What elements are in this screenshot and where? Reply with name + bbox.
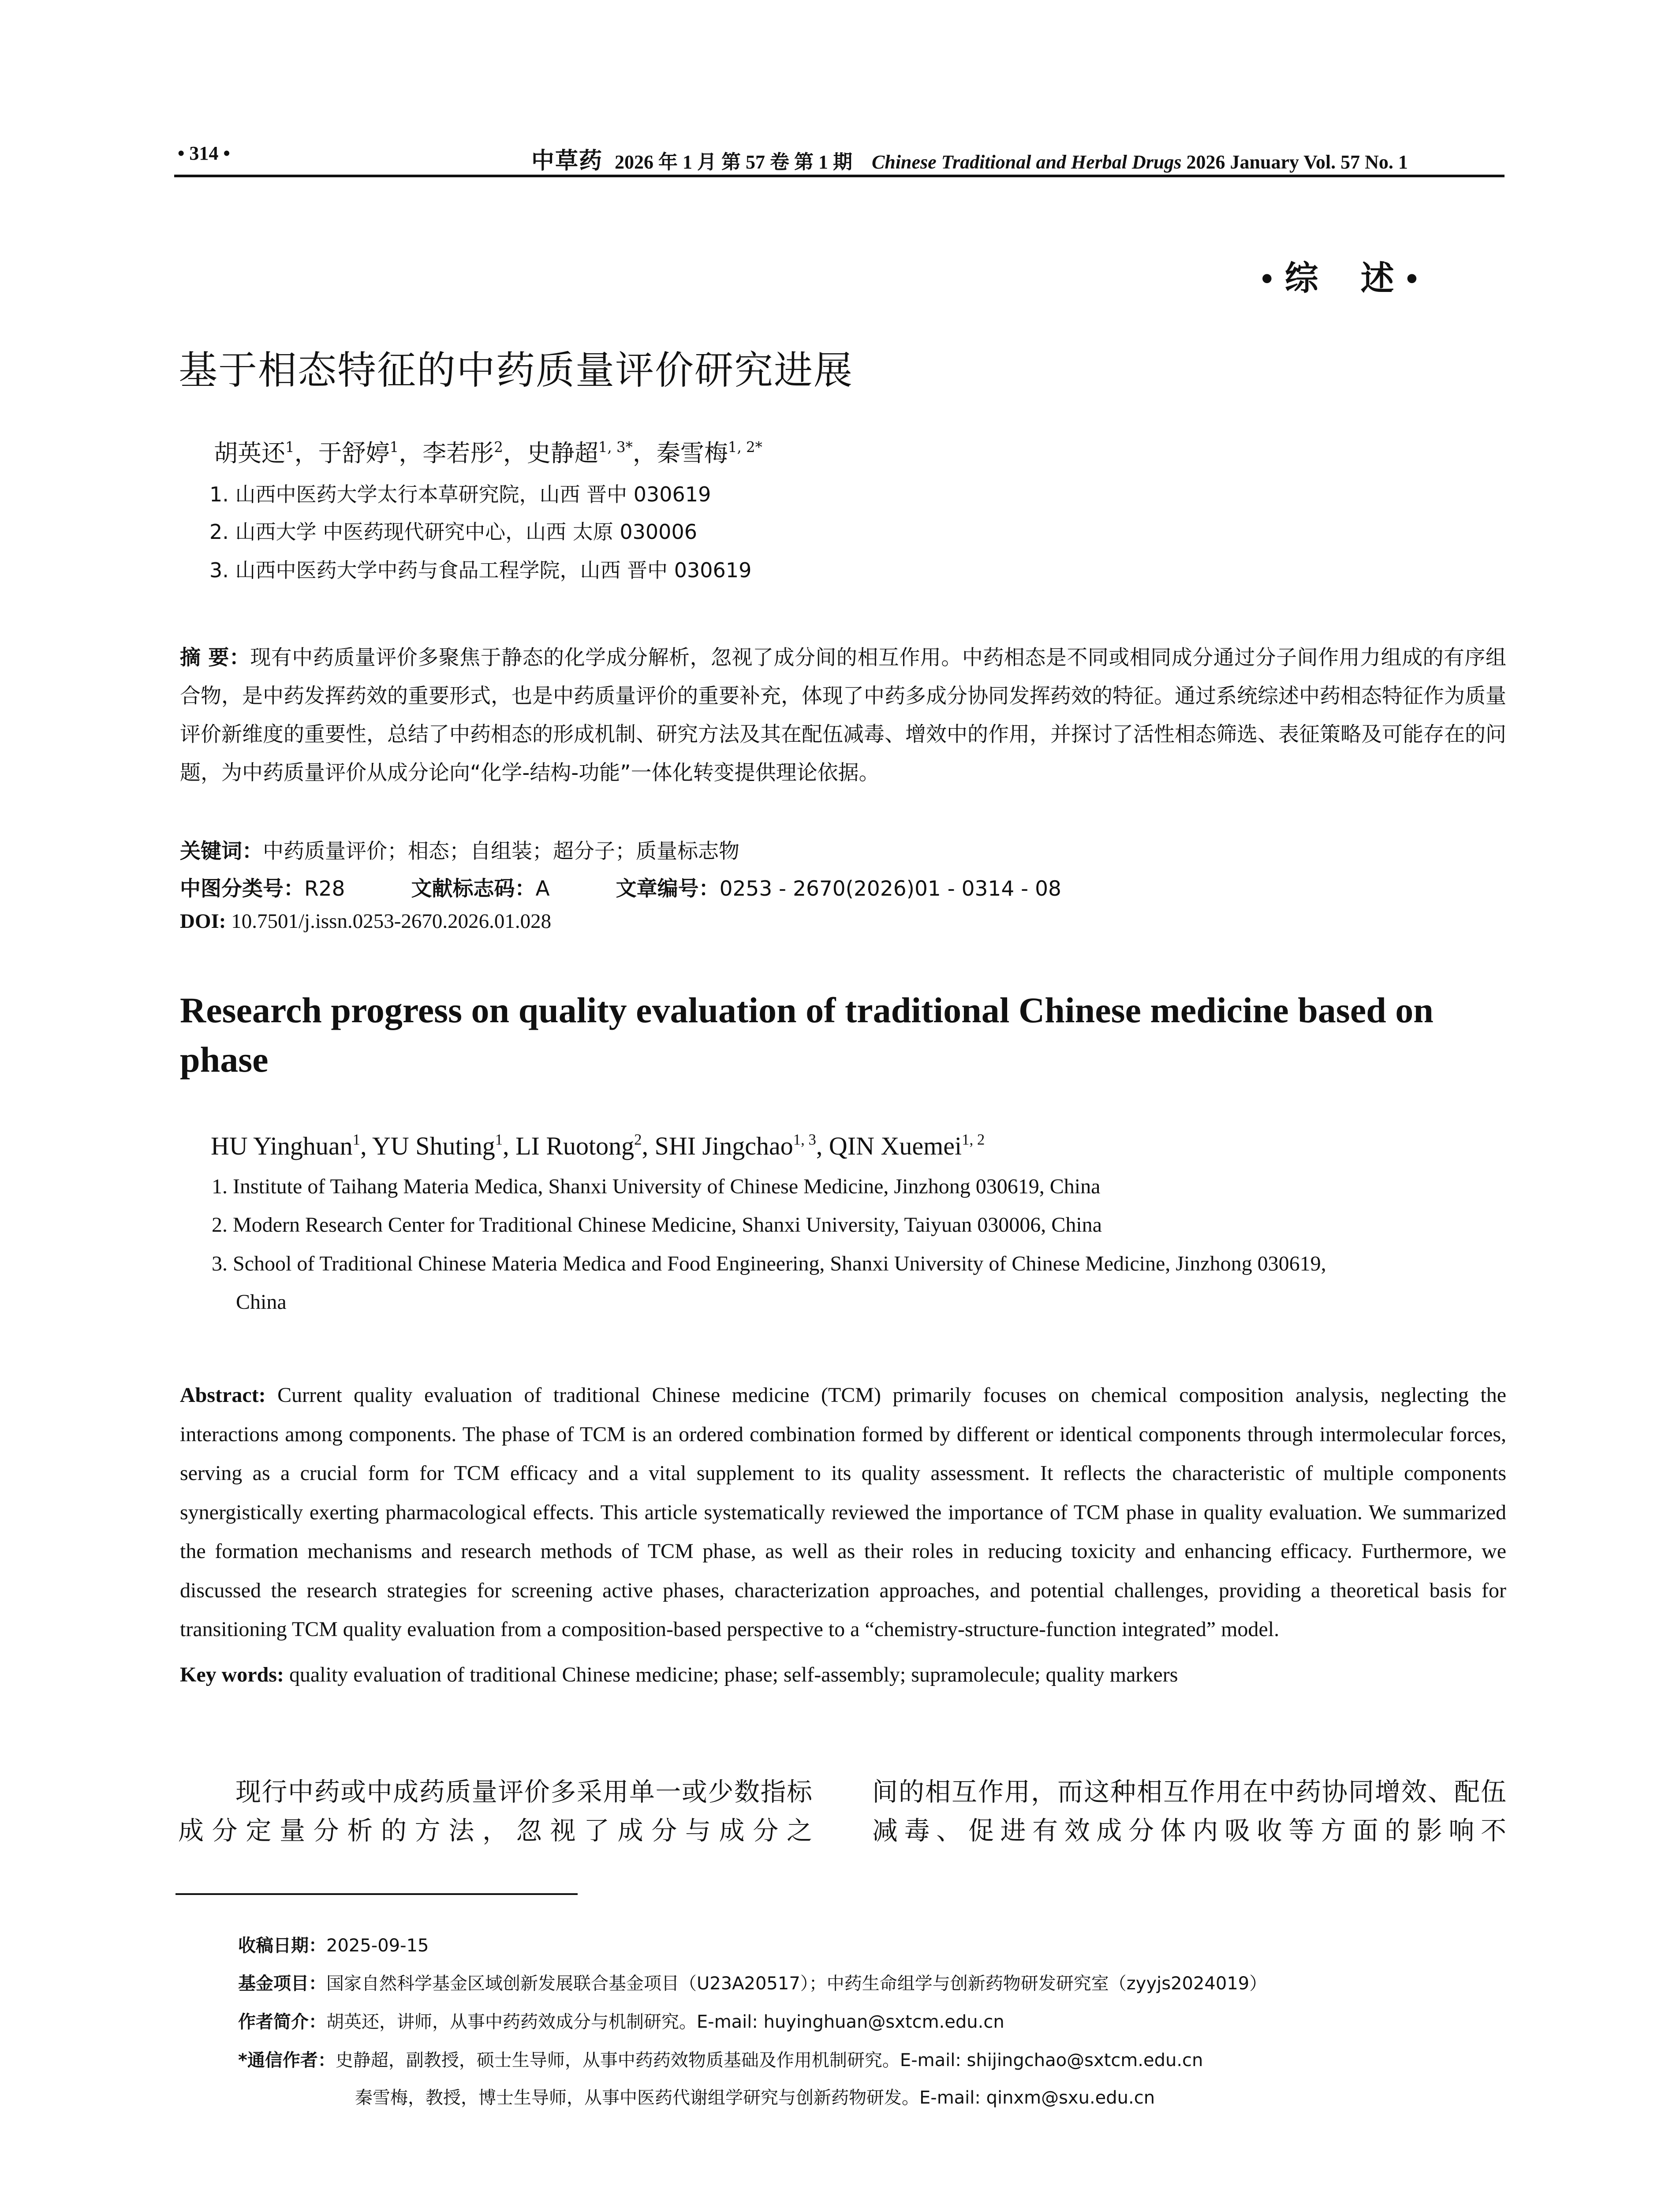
doi-label: DOI:	[180, 910, 226, 933]
journal-citation	[531, 142, 1408, 175]
body-column-right: 间的相互作用，而这种相互作用在中药协同增效、配伍减毒、促进有效成分体内吸收等方面的影响不	[872, 1778, 1506, 1845]
en-author-name: LI Ruotong	[515, 1132, 635, 1160]
clc-value: R28	[304, 877, 345, 901]
keywords-en	[180, 1663, 1506, 1687]
en-author	[515, 1132, 642, 1160]
corresponding-line-2: 秦雪梅，教授，博士生导师，从事中医药代谢组学研究与创新药物研发。E-mail: qinxm@sxu.edu.cn	[355, 2088, 1155, 2108]
keywords-en-label: Key words:	[180, 1663, 284, 1686]
cn-author	[657, 439, 762, 467]
received-value: 2025-09-15	[326, 1936, 429, 1956]
en-author-affiliation-mark: 1, 2	[962, 1131, 985, 1148]
issue-cn: 2026 年 1 月 第 57 卷 第 1 期	[615, 151, 853, 173]
doi-row	[180, 909, 551, 933]
en-author-affiliation-mark: 1, 3	[793, 1131, 816, 1148]
abstract-en-text: Current quality evaluation of traditional Chinese medicine (TCM) primarily focuses on chemical composition analysis, neglecting the interactions among components. The phase of TCM is an ordered combination formed by different or identical components through intermolecular forces, serving as a crucial form for TCM efficacy and a vital supplement to its quality assessment. It reflects the characteristic of multiple components synergistically exerting pharmacological effects. This article systematically reviewed the importance of TCM phase in quality evaluation. We summarized the formation mechanisms and research methods of TCM phase, as well as their roles in reducing toxicity and enhancing efficacy. Furthermore, we discussed the research strategies for screening active phases, characterization approaches, and potential challenges, providing a theoretical basis for transitioning TCM quality evaluation from a composition-based perspective to a “chemistry-structure-function integrated” model.	[180, 1383, 1506, 1641]
doi-value[interactable]: 10.7501/j.issn.0253-2670.2026.01.028	[231, 910, 552, 933]
title-en: Research progress on quality evaluation of traditional Chinese medicine based on phase	[180, 990, 1434, 1080]
en-author	[211, 1132, 360, 1160]
page-number: • 314 •	[178, 142, 230, 164]
en-author-name: HU Yinghuan	[211, 1132, 353, 1160]
cn-author-separator: ，	[503, 439, 527, 467]
cn-author-name: 李若彤	[422, 439, 494, 467]
en-author-separator: ,	[360, 1132, 372, 1160]
cn-author-separator: ，	[632, 439, 657, 467]
cn-author-affiliation-mark: 1, 2*	[728, 438, 762, 456]
keywords-cn-label: 关键词：	[180, 839, 263, 863]
cn-author	[527, 439, 633, 467]
funding-value: 国家自然科学基金区域创新发展联合基金项目（U23A20517）；中药生命组学与创新药物研发研究室（zyyjs2024019）	[326, 1973, 1267, 1994]
abstract-cn-label: 摘 要：	[180, 646, 250, 670]
section-label: • 综 述 •	[1261, 260, 1420, 297]
footnote-received	[238, 1932, 429, 1957]
keywords-en-text: quality evaluation of traditional Chinese medicine; phase; self-assembly; supramolecule; quality markers	[289, 1663, 1178, 1686]
running-head	[174, 142, 1505, 174]
cn-author	[318, 439, 399, 467]
affiliation-cn-1: 1. 山西中医药大学太行本草研究院，山西 晋中 030619	[209, 482, 711, 506]
footnote-corresponding	[238, 2046, 1203, 2071]
header-rule	[174, 175, 1505, 177]
abstract-cn-text: 现有中药质量评价多聚焦于静态的化学成分解析，忽视了成分间的相互作用。中药相态是不同或相同成分通过分子间作用力组成的有序组合物，是中药发挥药效的重要形式，也是中药质量评价的重要补充，体现了中药多成分协同发挥药效的特征。通过系统综述中药相态特征作为质量评价新维度的重要性，总结了中药相态的形成机制、研究方法及其在配伍减毒、增效中的作用，并探讨了活性相态筛选、表征策略及可能存在的问题，为中药质量评价从成分论向“化学-结构-功能”一体化转变提供理论依据。	[180, 646, 1506, 785]
affiliation-en-1: 1. Institute of Taihang Materia Medica, Shanxi University of Chinese Medicine, Jinzhong 030619, China	[212, 1175, 1101, 1198]
en-author-affiliation-mark: 1	[352, 1131, 361, 1148]
affiliation-en-3: 3. School of Traditional Chinese Materia Medica and Food Engineering, Shanxi University of Chinese Medicine, Jinzhong 030619,	[212, 1252, 1326, 1275]
cn-author-separator: ，	[294, 439, 318, 467]
en-author	[372, 1132, 503, 1160]
en-author	[829, 1132, 985, 1160]
doc-code-value: A	[535, 877, 550, 901]
keywords-cn	[180, 835, 739, 864]
en-author-separator: ,	[816, 1132, 829, 1160]
doc-code-label: 文献标志码：	[411, 877, 536, 901]
cn-author-affiliation-mark: 1, 3*	[598, 438, 633, 456]
cn-author-affiliation-mark: 1	[389, 438, 399, 456]
cn-author-affiliation-mark: 2	[494, 438, 503, 456]
article-no-value: 0253 - 2670(2026)01 - 0314 - 08	[719, 877, 1061, 901]
en-author-name: QIN Xuemei	[829, 1132, 962, 1160]
footnote-author-bio	[238, 2008, 1004, 2033]
journal-name-en: Chinese Traditional and Herbal Drugs	[872, 151, 1182, 173]
keywords-cn-text: 中药质量评价；相态；自组装；超分子；质量标志物	[263, 839, 739, 863]
cn-author-name: 史静超	[526, 439, 598, 467]
cn-author-name: 秦雪梅	[656, 439, 728, 467]
abstract-cn	[180, 639, 1506, 792]
footnote-funding	[238, 1970, 1267, 1995]
author-bio-value: 胡英还，讲师，从事中药药效成分与机制研究。E-mail: huyinghuan@sxtcm.edu.cn	[326, 2012, 1004, 2032]
en-author-separator: ,	[642, 1132, 655, 1160]
abstract-en-label: Abstract:	[180, 1383, 266, 1407]
cn-author	[214, 439, 295, 467]
classification-row	[180, 872, 1061, 902]
en-author-affiliation-mark: 1	[495, 1131, 503, 1148]
cn-author-name: 于舒婷	[318, 439, 390, 467]
affiliation-en-3-cont: China	[236, 1290, 287, 1314]
corresponding-label: *通信作者：	[238, 2050, 336, 2070]
author-bio-label: 作者简介：	[238, 2012, 326, 2032]
issue-en: 2026 January Vol. 57 No. 1	[1186, 151, 1408, 173]
body-column-left: 现行中药或中成药质量评价多采用单一或少数指标成分定量分析的方法，忽视了成分与成分之	[178, 1778, 812, 1845]
affiliation-en-2: 2. Modern Research Center for Traditional Chinese Medicine, Shanxi University, Taiyuan 030006, China	[212, 1213, 1102, 1237]
title-cn: 基于相态特征的中药质量评价研究进展	[179, 348, 854, 393]
authors-cn	[214, 434, 762, 468]
cn-author-affiliation-mark: 1	[285, 438, 295, 456]
abstract-en	[180, 1376, 1506, 1649]
en-author-name: SHI Jingchao	[654, 1132, 793, 1160]
affiliation-cn-3: 3. 山西中医药大学中药与食品工程学院，山西 晋中 030619	[209, 558, 752, 582]
received-label: 收稿日期：	[238, 1936, 326, 1956]
en-author-name: YU Shuting	[372, 1132, 495, 1160]
cn-author	[422, 439, 503, 467]
footnote-rule	[175, 1893, 578, 1895]
cn-author-separator: ，	[399, 439, 423, 467]
affiliation-cn-2: 2. 山西大学 中医药现代研究中心，山西 太原 030006	[209, 520, 697, 544]
authors-en	[211, 1131, 985, 1161]
cn-author-name: 胡英还	[214, 439, 285, 467]
corresponding-line-1: 史静超，副教授，硕士生导师，从事中药药效物质基础及作用机制研究。E-mail: shijingchao@sxtcm.edu.cn	[335, 2050, 1203, 2070]
en-author-separator: ,	[503, 1132, 516, 1160]
en-author	[655, 1132, 816, 1160]
clc-label: 中图分类号：	[180, 877, 304, 901]
en-author-affiliation-mark: 2	[634, 1131, 642, 1148]
funding-label: 基金项目：	[238, 1973, 326, 1994]
journal-logo: 中草药	[531, 147, 603, 174]
article-no-label: 文章编号：	[616, 877, 720, 901]
